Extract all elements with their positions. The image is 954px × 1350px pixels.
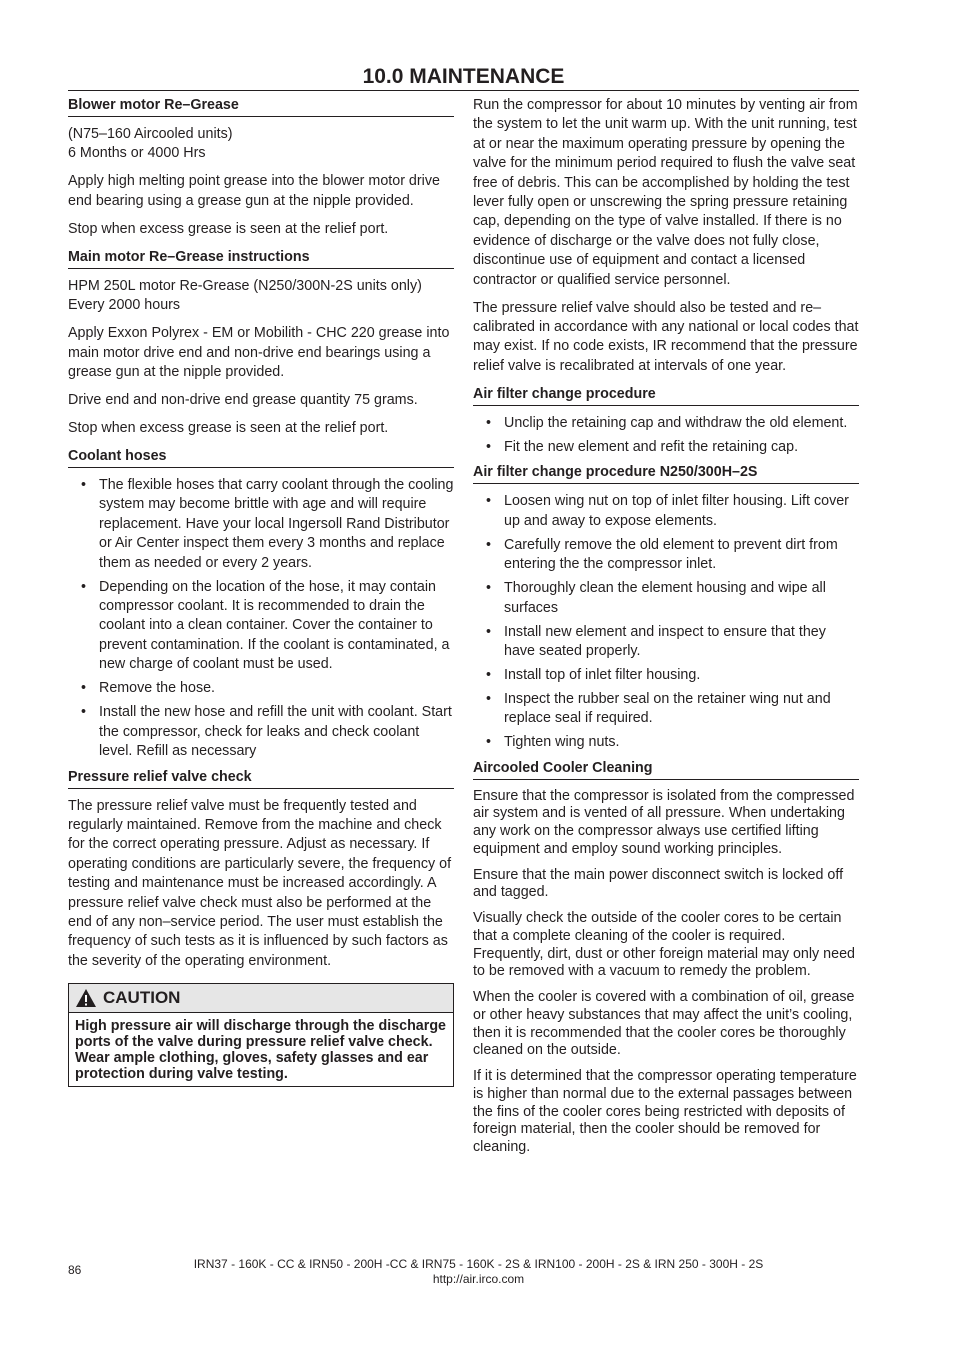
cooler-heading: Aircooled Cooler Cleaning bbox=[473, 759, 859, 780]
main-motor-interval bbox=[68, 277, 454, 316]
list-item bbox=[473, 536, 859, 575]
list-item bbox=[473, 579, 859, 618]
blower-units: (N75–160 Aircooled units) bbox=[68, 126, 233, 142]
title-divider bbox=[68, 90, 859, 91]
bullet-icon: • bbox=[486, 414, 492, 431]
bullet-icon: • bbox=[486, 536, 492, 553]
bullet-icon: • bbox=[81, 477, 87, 494]
left-column bbox=[68, 96, 454, 1087]
blower-heading: Blower motor Re–Grease bbox=[68, 96, 454, 117]
relief-continued-text: Run the compressor for about 10 minutes by venting air from the system to let the unit warm up. With the unit running, test at or near the maximum operating pressure by opening the valve for the minimum period required to flush the valve seat free of debris. This can be accomplished by holding the test lever fully open or unscrewing the spring pressure retaining cap, depending on the type of valve installed. If there is no evidence of discharge or the valve does not fully close, discontinue use of equipment and contact a licensed contractor or qualified service personnel. bbox=[473, 97, 858, 288]
air-filter-heading: Air filter change procedure bbox=[473, 385, 859, 406]
blower-stop-text: Stop when excess grease is seen at the relief port. bbox=[68, 220, 389, 237]
list-item-text: Install the new hose and refill the unit with coolant. Start the compressor, check for leaks and check coolant level. Refill as necessary bbox=[99, 704, 452, 760]
caution-label: CAUTION bbox=[103, 988, 181, 1008]
list-item-text: Carefully remove the old element to prevent dirt from entering the the compressor inlet. bbox=[504, 536, 838, 573]
coolant-heading: Coolant hoses bbox=[68, 447, 454, 468]
bullet-icon: • bbox=[486, 580, 492, 597]
air-filter-n250-heading: Air filter change procedure N250/300H–2S bbox=[473, 463, 859, 484]
bullet-icon: • bbox=[81, 680, 87, 697]
blower-period: 6 Months or 4000 Hrs bbox=[68, 145, 206, 162]
footer-models: IRN37 - 160K - CC & IRN50 - 200H -CC & IRN75 - 160K - 2S & IRN100 - 200H - 2S & IRN 250 - 300H - 2S bbox=[193, 1257, 764, 1271]
list-item-text: Loosen wing nut on top of inlet filter housing. Lift cover up and away to expose elements. bbox=[504, 493, 849, 529]
blower-interval bbox=[68, 125, 454, 164]
list-item bbox=[473, 414, 859, 433]
cooler-temperature-text: If it is determined that the compressor operating temperature is higher than normal due to the external passages between the fins of the cooler cores being restricted with deposits of foreign material, then the cooler should be removed for cleaning. bbox=[473, 1068, 857, 1155]
list-item bbox=[68, 476, 454, 573]
bullet-icon: • bbox=[486, 734, 492, 751]
cooler-oil-text: When the cooler is covered with a combination of oil, grease or other heavy substances that may affect the unit’s cooling, then it is recommended that the cooler cores be thoroughly cleaned on the outside. bbox=[473, 989, 855, 1059]
list-item bbox=[68, 578, 454, 675]
relief-text: The pressure relief valve must be frequently tested and regularly maintained. Remove from the machine and check for the correct operating pressure. Adjust as necessary. If operating conditions are particularly severe, the frequency of testing and maintenance must be increased accordingly. A pressure relief valve check must also be performed at the end of any non–service period. The user must establish the frequency of such tests as it is influenced by such factors as the severity of the operating environment. bbox=[68, 797, 452, 969]
list-item-text: Remove the hose. bbox=[99, 680, 216, 697]
main-motor-period: Every 2000 hours bbox=[68, 297, 181, 314]
right-column bbox=[473, 96, 859, 1165]
list-item-text: Install new element and inspect to ensure that they have seated properly. bbox=[504, 623, 826, 659]
bullet-icon: • bbox=[486, 690, 492, 707]
list-item-text: Inspect the rubber seal on the retainer wing nut and replace seal if required. bbox=[504, 690, 831, 727]
bullet-icon: • bbox=[486, 623, 492, 640]
warning-icon bbox=[75, 988, 97, 1008]
blower-apply-text: Apply high melting point grease into the blower motor drive end bearing using a grease gun at the nipple provided. bbox=[68, 173, 440, 209]
main-motor-stop-text: Stop when excess grease is seen at the relief port. bbox=[68, 420, 389, 437]
page-number: 86 bbox=[68, 1263, 82, 1277]
main-motor-apply-text: Apply Exxon Polyrex - EM or Mobilith - CHC 220 grease into main motor drive end and non-drive end bearings using a grease gun at the nipple provided. bbox=[68, 325, 450, 381]
footer bbox=[68, 1257, 889, 1287]
coolant-list bbox=[68, 476, 454, 761]
list-item bbox=[68, 703, 454, 761]
relief-calibration-text: The pressure relief valve should also be tested and re–calibrated in accordance with any national or local codes that may exist. If no code exists, IR recommend that the pressure relief valve is recalibrated at intervals of one year. bbox=[473, 299, 859, 374]
bullet-icon: • bbox=[486, 666, 492, 683]
air-filter-n250-list bbox=[473, 492, 859, 752]
list-item bbox=[473, 733, 859, 752]
bullet-icon: • bbox=[81, 704, 87, 721]
bullet-icon: • bbox=[486, 438, 492, 455]
list-item bbox=[68, 679, 454, 698]
page-title: 10.0 MAINTENANCE bbox=[362, 65, 565, 88]
footer-url[interactable]: http://air.irco.com bbox=[432, 1272, 525, 1286]
list-item-text: Install top of inlet filter housing. bbox=[504, 666, 701, 683]
list-item-text: Tighten wing nuts. bbox=[504, 734, 620, 751]
cooler-isolate-text: Ensure that the compressor is isolated from the compressed air system and is vented of all pressure. When undertaking any work on the compressor always use certified lifting equipment and employ sound working principles. bbox=[473, 787, 855, 857]
list-item bbox=[473, 492, 859, 531]
main-motor-model: HPM 250L motor Re-Grease (N250/300N-2S units only) bbox=[68, 277, 422, 294]
list-item bbox=[473, 623, 859, 662]
caution-header bbox=[69, 984, 453, 1013]
list-item-text: Thoroughly clean the element housing and wipe all surfaces bbox=[504, 580, 826, 616]
cooler-check-text: Visually check the outside of the cooler cores to be certain that a complete cleaning of the cooler is required. Frequently, dirt, dust or other foreign material may only need to be removed with a vacuum to remedy the problem. bbox=[473, 910, 855, 980]
caution-box bbox=[68, 983, 454, 1087]
main-motor-quantity-text: Drive end and non-drive end grease quantity 75 grams. bbox=[68, 392, 418, 409]
main-motor-heading: Main motor Re–Grease instructions bbox=[68, 248, 454, 269]
list-item bbox=[473, 666, 859, 685]
list-item-text: Fit the new element and refit the retaining cap. bbox=[504, 438, 799, 455]
bullet-icon: • bbox=[81, 578, 87, 595]
list-item-text: Depending on the location of the hose, it may contain compressor coolant. It is recommended to drain the coolant into a clean container. Cover the container to prevent contamination. If the coolant is contaminated, a new charge of coolant must be used. bbox=[99, 578, 450, 673]
relief-heading: Pressure relief valve check bbox=[68, 768, 454, 789]
list-item-text: The flexible hoses that carry coolant through the cooling system may become brittle with age and will require replacement. Have your local Ingersoll Rand Distributor or Air Center inspect them every 3 months and replace them as needed or every 2 years. bbox=[99, 477, 454, 571]
list-item bbox=[473, 690, 859, 729]
caution-text: High pressure air will discharge through the discharge ports of the valve during pressure relief valve check. Wear ample clothing, gloves, safety glasses and ear protection during valve testing. bbox=[75, 1018, 447, 1083]
air-filter-list bbox=[473, 414, 859, 457]
list-item-text: Unclip the retaining cap and withdraw the old element. bbox=[504, 414, 848, 431]
list-item bbox=[473, 438, 859, 457]
bullet-icon: • bbox=[486, 493, 492, 510]
cooler-power-text: Ensure that the main power disconnect switch is locked off and tagged. bbox=[473, 866, 844, 901]
